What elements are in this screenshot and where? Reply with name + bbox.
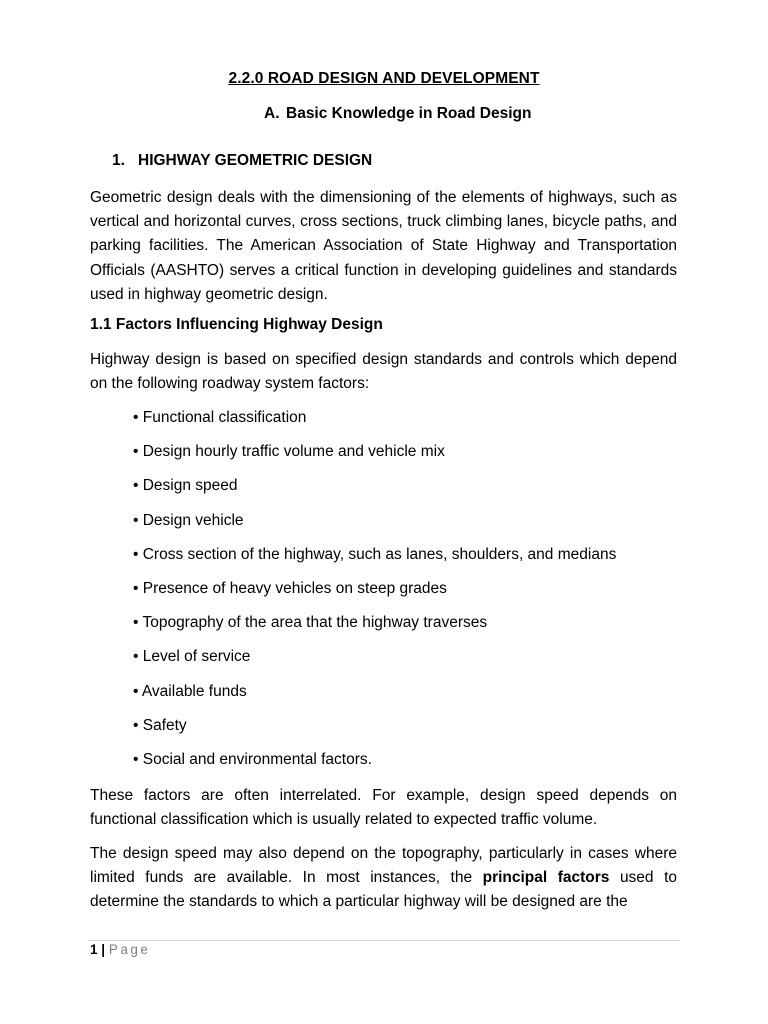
section-subtitle <box>264 105 531 123</box>
footer-separator: | <box>101 942 106 957</box>
list-item: • Design vehicle <box>133 511 244 529</box>
subtitle-number: A. <box>264 105 280 122</box>
list-item: • Social and environmental factors. <box>133 750 372 768</box>
page-label: Page <box>108 942 151 957</box>
list-item: • Topography of the area that the highway traverses <box>133 614 488 632</box>
list-item: • Safety <box>133 716 187 734</box>
design-speed-text-before: The design speed may also depend on the topography, particularly in cases where limited funds are available. In most instances, the <box>90 845 677 887</box>
footer-divider <box>88 940 680 941</box>
list-item: • Available funds <box>133 682 247 700</box>
geometric-design-paragraph: Geometric design deals with the dimensioning of the elements of highways, such as vertical and horizontal curves, cross sections, truck climbing lanes, bicycle paths, and parking facilities. The American Association of State Highway and Transportation Officials (AASHTO) serves a critical function in developing guidelines and standards used in highway geometric design. <box>90 189 677 303</box>
factors-bullet-list <box>133 407 616 783</box>
subtitle-text: Basic Knowledge in Road Design <box>286 105 532 122</box>
list-item: • Design hourly traffic volume and vehicle mix <box>133 443 445 461</box>
design-speed-text-after: used to determine the standards to which a particular highway will be designed are the <box>90 869 677 911</box>
section-heading-highway-geometric-design <box>112 152 372 170</box>
list-item: • Presence of heavy vehicles on steep grades <box>133 579 447 597</box>
list-item: • Cross section of the highway, such as lanes, shoulders, and medians <box>133 545 617 563</box>
factors-intro-paragraph: Highway design is based on specified design standards and controls which depend on the following roadway system factors: <box>90 351 677 393</box>
page-number: 1 <box>90 942 98 957</box>
principal-factors-bold: principal factors <box>482 869 610 887</box>
page-footer <box>90 942 150 957</box>
document-title: 2.2.0 ROAD DESIGN AND DEVELOPMENT <box>228 70 540 87</box>
interrelated-factors-paragraph: These factors are often interrelated. For example, design speed depends on functional classification which is usually related to expected traffic volume. <box>90 787 677 829</box>
list-item: • Design speed <box>133 477 238 495</box>
design-speed-paragraph <box>90 842 677 915</box>
list-item: • Functional classification <box>133 409 307 426</box>
list-item: • Level of service <box>133 648 251 666</box>
section-heading-text: HIGHWAY GEOMETRIC DESIGN <box>138 152 373 169</box>
section-number: 1. <box>112 152 125 169</box>
subsection-heading-factors: 1.1 Factors Influencing Highway Design <box>90 316 383 333</box>
